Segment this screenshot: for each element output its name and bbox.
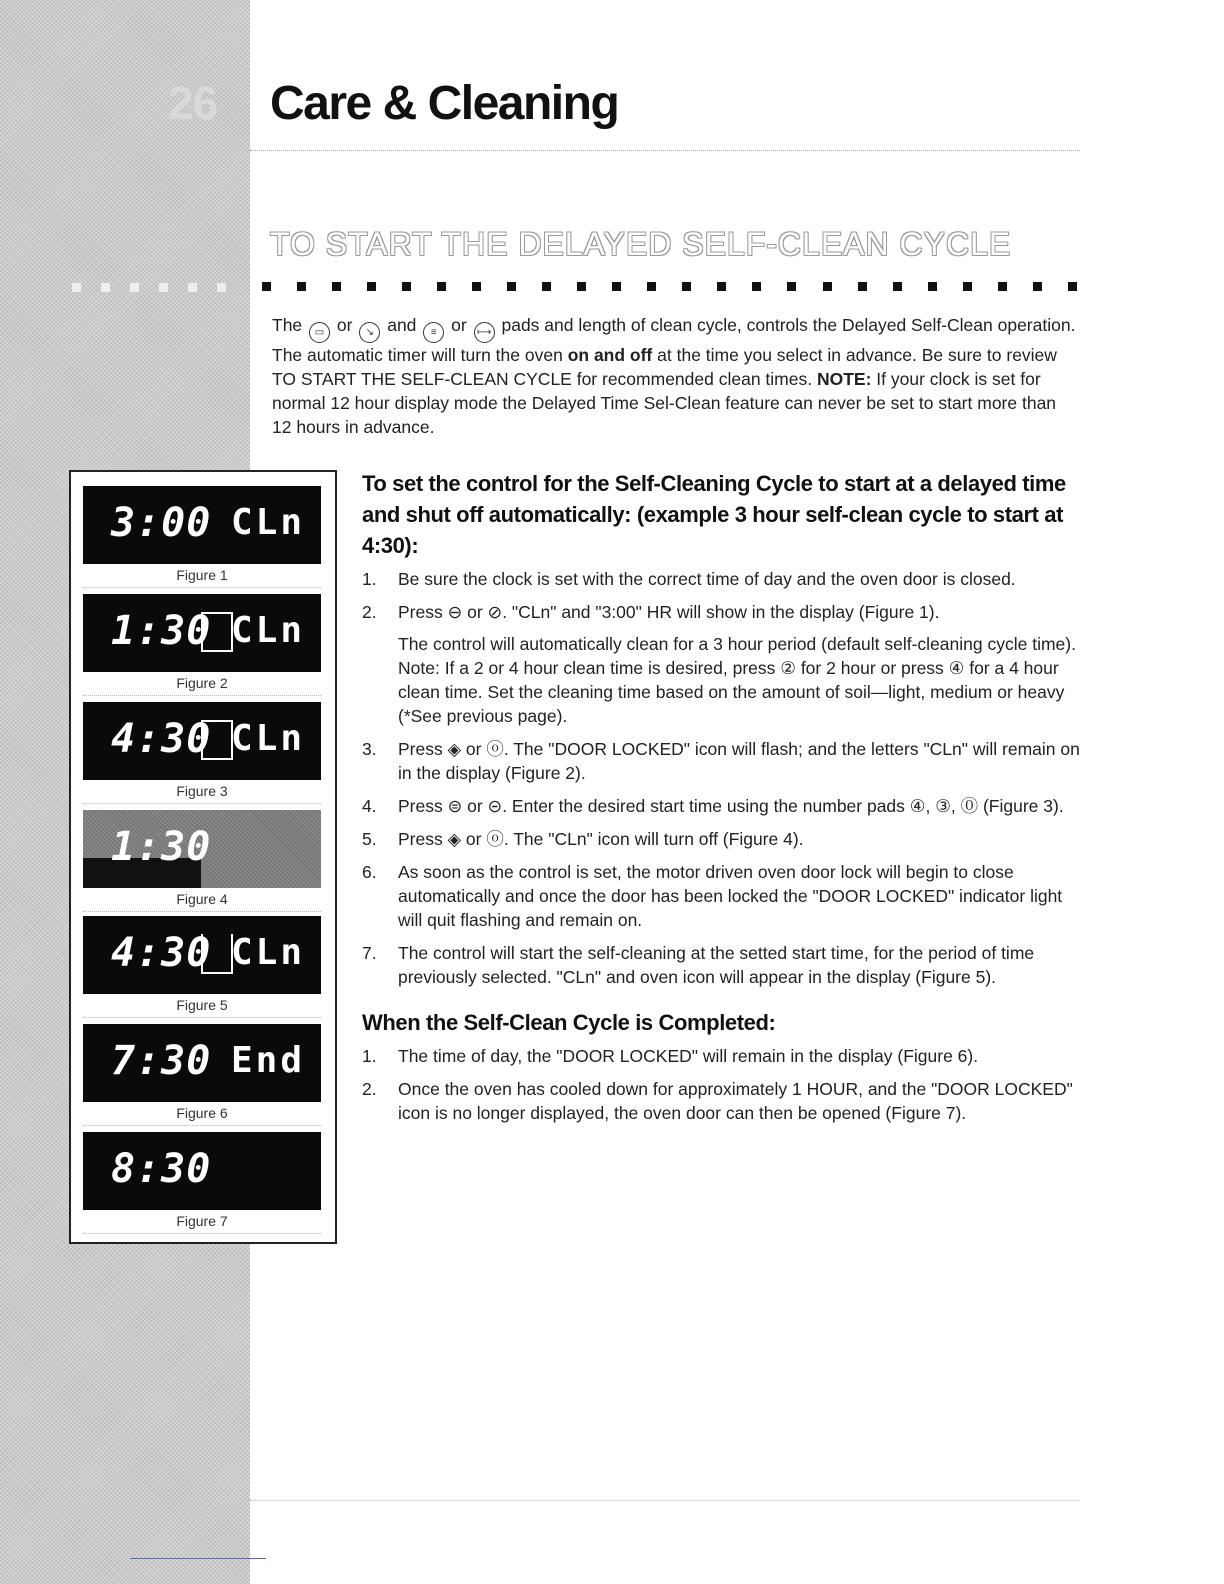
step-item <box>362 1077 1080 1125</box>
divider-square <box>332 282 341 291</box>
step-text: The time of day, the "DOOR LOCKED" will remain in the display (Figure 6). <box>398 1046 979 1066</box>
door-lock-icon <box>201 934 233 974</box>
display-time: 3:00 <box>111 500 212 546</box>
instructions-heading: To set the control for the Self-Cleaning Cycle to start at a delayed time and shut off automatically: (example 3 hour self-clean cycle to start at 4:30): <box>362 471 1066 558</box>
band-dot <box>188 283 197 292</box>
footer-link-underline <box>130 1558 266 1559</box>
step-item <box>362 600 1080 728</box>
oven-display <box>83 810 321 888</box>
page-number: 26 <box>168 77 218 129</box>
display-figure <box>83 1024 325 1126</box>
step-number: 5. <box>362 829 377 849</box>
step-item <box>362 941 1080 989</box>
display-time: 4:30 <box>111 716 212 762</box>
display-mode: CLn <box>230 610 305 651</box>
divider-square <box>998 282 1007 291</box>
oven-display <box>83 1132 321 1210</box>
intro-text: at the time you select in advance. Be sure to review TO START THE SELF-CLEAN CYCLE for recommended clean times. <box>272 345 1057 389</box>
divider-square <box>367 282 376 291</box>
oven-display <box>83 486 321 564</box>
step-item <box>362 860 1080 932</box>
note-label: NOTE: <box>816 369 872 389</box>
step-number: 4. <box>362 796 377 816</box>
band-dot <box>130 283 139 292</box>
divider-square <box>402 282 411 291</box>
divider-square <box>717 282 726 291</box>
divider-square <box>1033 282 1042 291</box>
figure-caption: Figure 4 <box>83 888 321 912</box>
divider-square <box>928 282 937 291</box>
intro-text: or <box>336 315 353 335</box>
divider-square <box>1068 282 1077 291</box>
step-number: 1. <box>362 569 377 589</box>
door-lock-icon <box>201 612 233 652</box>
band-dot <box>217 283 226 292</box>
step-item <box>362 794 1080 818</box>
divider-square <box>297 282 306 291</box>
divider-square <box>787 282 796 291</box>
display-time: 8:30 <box>111 1146 212 1192</box>
step-text: As soon as the control is set, the motor driven oven door lock will begin to close automatically and once the door has been locked the "DOOR LOCKED" indicator light will quit flashing and remain on. <box>398 862 1063 930</box>
display-mode: CLn <box>230 932 305 973</box>
divider-square <box>963 282 972 291</box>
step-number: 7. <box>362 943 377 963</box>
figure-caption: Figure 6 <box>83 1102 321 1126</box>
intro-text: pads and length of clean cycle, controls the Delayed Self-Clean operation. The automatic timer will turn the oven <box>272 315 1076 365</box>
band-dot <box>101 283 110 292</box>
display-figure <box>83 594 325 696</box>
display-time: 1:30 <box>111 608 212 654</box>
figure-caption: Figure 5 <box>83 994 321 1018</box>
oven-display <box>83 702 321 780</box>
divider-square <box>893 282 902 291</box>
display-figure <box>83 702 325 804</box>
step-item <box>362 567 1080 591</box>
intro-text: and <box>387 315 417 335</box>
divider-square <box>262 282 271 291</box>
instructions <box>362 468 1080 1134</box>
step-number: 3. <box>362 739 377 759</box>
section-heading: TO START THE DELAYED SELF-CLEAN CYCLE <box>270 226 1012 262</box>
display-time: 1:30 <box>111 824 212 870</box>
step-item <box>362 737 1080 785</box>
figure-caption: Figure 2 <box>83 672 321 696</box>
step-number: 1. <box>362 1046 377 1066</box>
divider-square <box>752 282 761 291</box>
completed-steps-list <box>362 1044 1080 1125</box>
figure-caption: Figure 1 <box>83 564 321 588</box>
display-time: 4:30 <box>111 930 212 976</box>
clean-pad-alt-icon: ↘ <box>359 322 380 343</box>
step-text: Press ◈ or ⓞ. The "CLn" icon will turn off (Figure 4). <box>398 829 804 849</box>
divider-square <box>507 282 516 291</box>
divider-square <box>612 282 621 291</box>
intro-paragraph <box>272 313 1080 439</box>
figure-caption: Figure 7 <box>83 1210 321 1234</box>
title-divider <box>250 150 1080 152</box>
intro-text: If your clock is set for normal 12 hour display mode the Delayed Time Sel-Clean feature can never be set to start more than 12 hours in advance. <box>272 369 1057 437</box>
oven-display <box>83 1024 321 1102</box>
step-number: 2. <box>362 602 377 622</box>
divider-square <box>472 282 481 291</box>
divider-square <box>542 282 551 291</box>
oven-display <box>83 594 321 672</box>
steps-list <box>362 567 1080 989</box>
footer-divider <box>250 1500 1080 1502</box>
clean-pad-icon: ▭ <box>309 322 330 343</box>
step-item <box>362 1044 1080 1068</box>
page-title: Care & Cleaning <box>270 77 619 130</box>
step-text: Press ◈ or ⓞ. The "DOOR LOCKED" icon will flash; and the letters "CLn" will remain on in the display (Figure 2). <box>398 739 1080 783</box>
oven-display <box>83 916 321 994</box>
divider-square <box>823 282 832 291</box>
display-figure <box>83 1132 325 1234</box>
step-text: Press ⊖ or ⊘. "CLn" and "3:00" HR will show in the display (Figure 1). <box>398 602 940 622</box>
divider-square <box>858 282 867 291</box>
divider-square <box>437 282 446 291</box>
display-mode: CLn <box>230 502 305 543</box>
step-text: Once the oven has cooled down for approximately 1 HOUR, and the "DOOR LOCKED" icon is no longer displayed, the oven door can then be opened (Figure 7). <box>398 1079 1073 1123</box>
completed-heading: When the Self-Clean Cycle is Completed: <box>362 1010 776 1035</box>
intro-text: or <box>451 315 467 335</box>
display-mode: CLn <box>230 718 305 759</box>
band-dot <box>72 283 81 292</box>
display-figure <box>83 486 325 588</box>
step-text: The control will automatically clean for a 3 hour period (default self-cleaning cycle time). Note: If a 2 or 4 hour clean time is desired, press ② for 2 hour or press ④ for a 4 hour clean time. Set the cleaning time based on the amount of soil—light, medium or heavy (*See previous page). <box>398 634 1076 726</box>
delay-pad-icon: ⟼ <box>474 322 495 343</box>
door-lock-icon <box>201 720 233 760</box>
band-dot <box>159 283 168 292</box>
display-figure <box>83 810 325 912</box>
start-time-pad-icon: ≡ <box>423 322 444 343</box>
step-text: Be sure the clock is set with the correct time of day and the oven door is closed. <box>398 569 1016 589</box>
display-time: 7:30 <box>111 1038 212 1084</box>
figures-panel <box>69 470 337 1244</box>
step-number: 6. <box>362 862 377 882</box>
square-divider <box>262 280 1077 292</box>
band-dots <box>72 280 250 294</box>
step-number: 2. <box>362 1079 377 1099</box>
intro-bold: on and off <box>567 345 653 365</box>
step-item <box>362 827 1080 851</box>
divider-square <box>647 282 656 291</box>
intro-text: The <box>272 315 303 335</box>
figure-caption: Figure 3 <box>83 780 321 804</box>
step-text: Press ⊜ or ⊝. Enter the desired start time using the number pads ④, ③, ⓪ (Figure 3). <box>398 796 1064 816</box>
divider-square <box>577 282 586 291</box>
display-figure <box>83 916 325 1018</box>
divider-square <box>682 282 691 291</box>
step-text: The control will start the self-cleaning at the setted start time, for the period of time previously selected. "CLn" and oven icon will appear in the display (Figure 5). <box>398 943 1035 987</box>
display-mode: End <box>230 1040 305 1081</box>
